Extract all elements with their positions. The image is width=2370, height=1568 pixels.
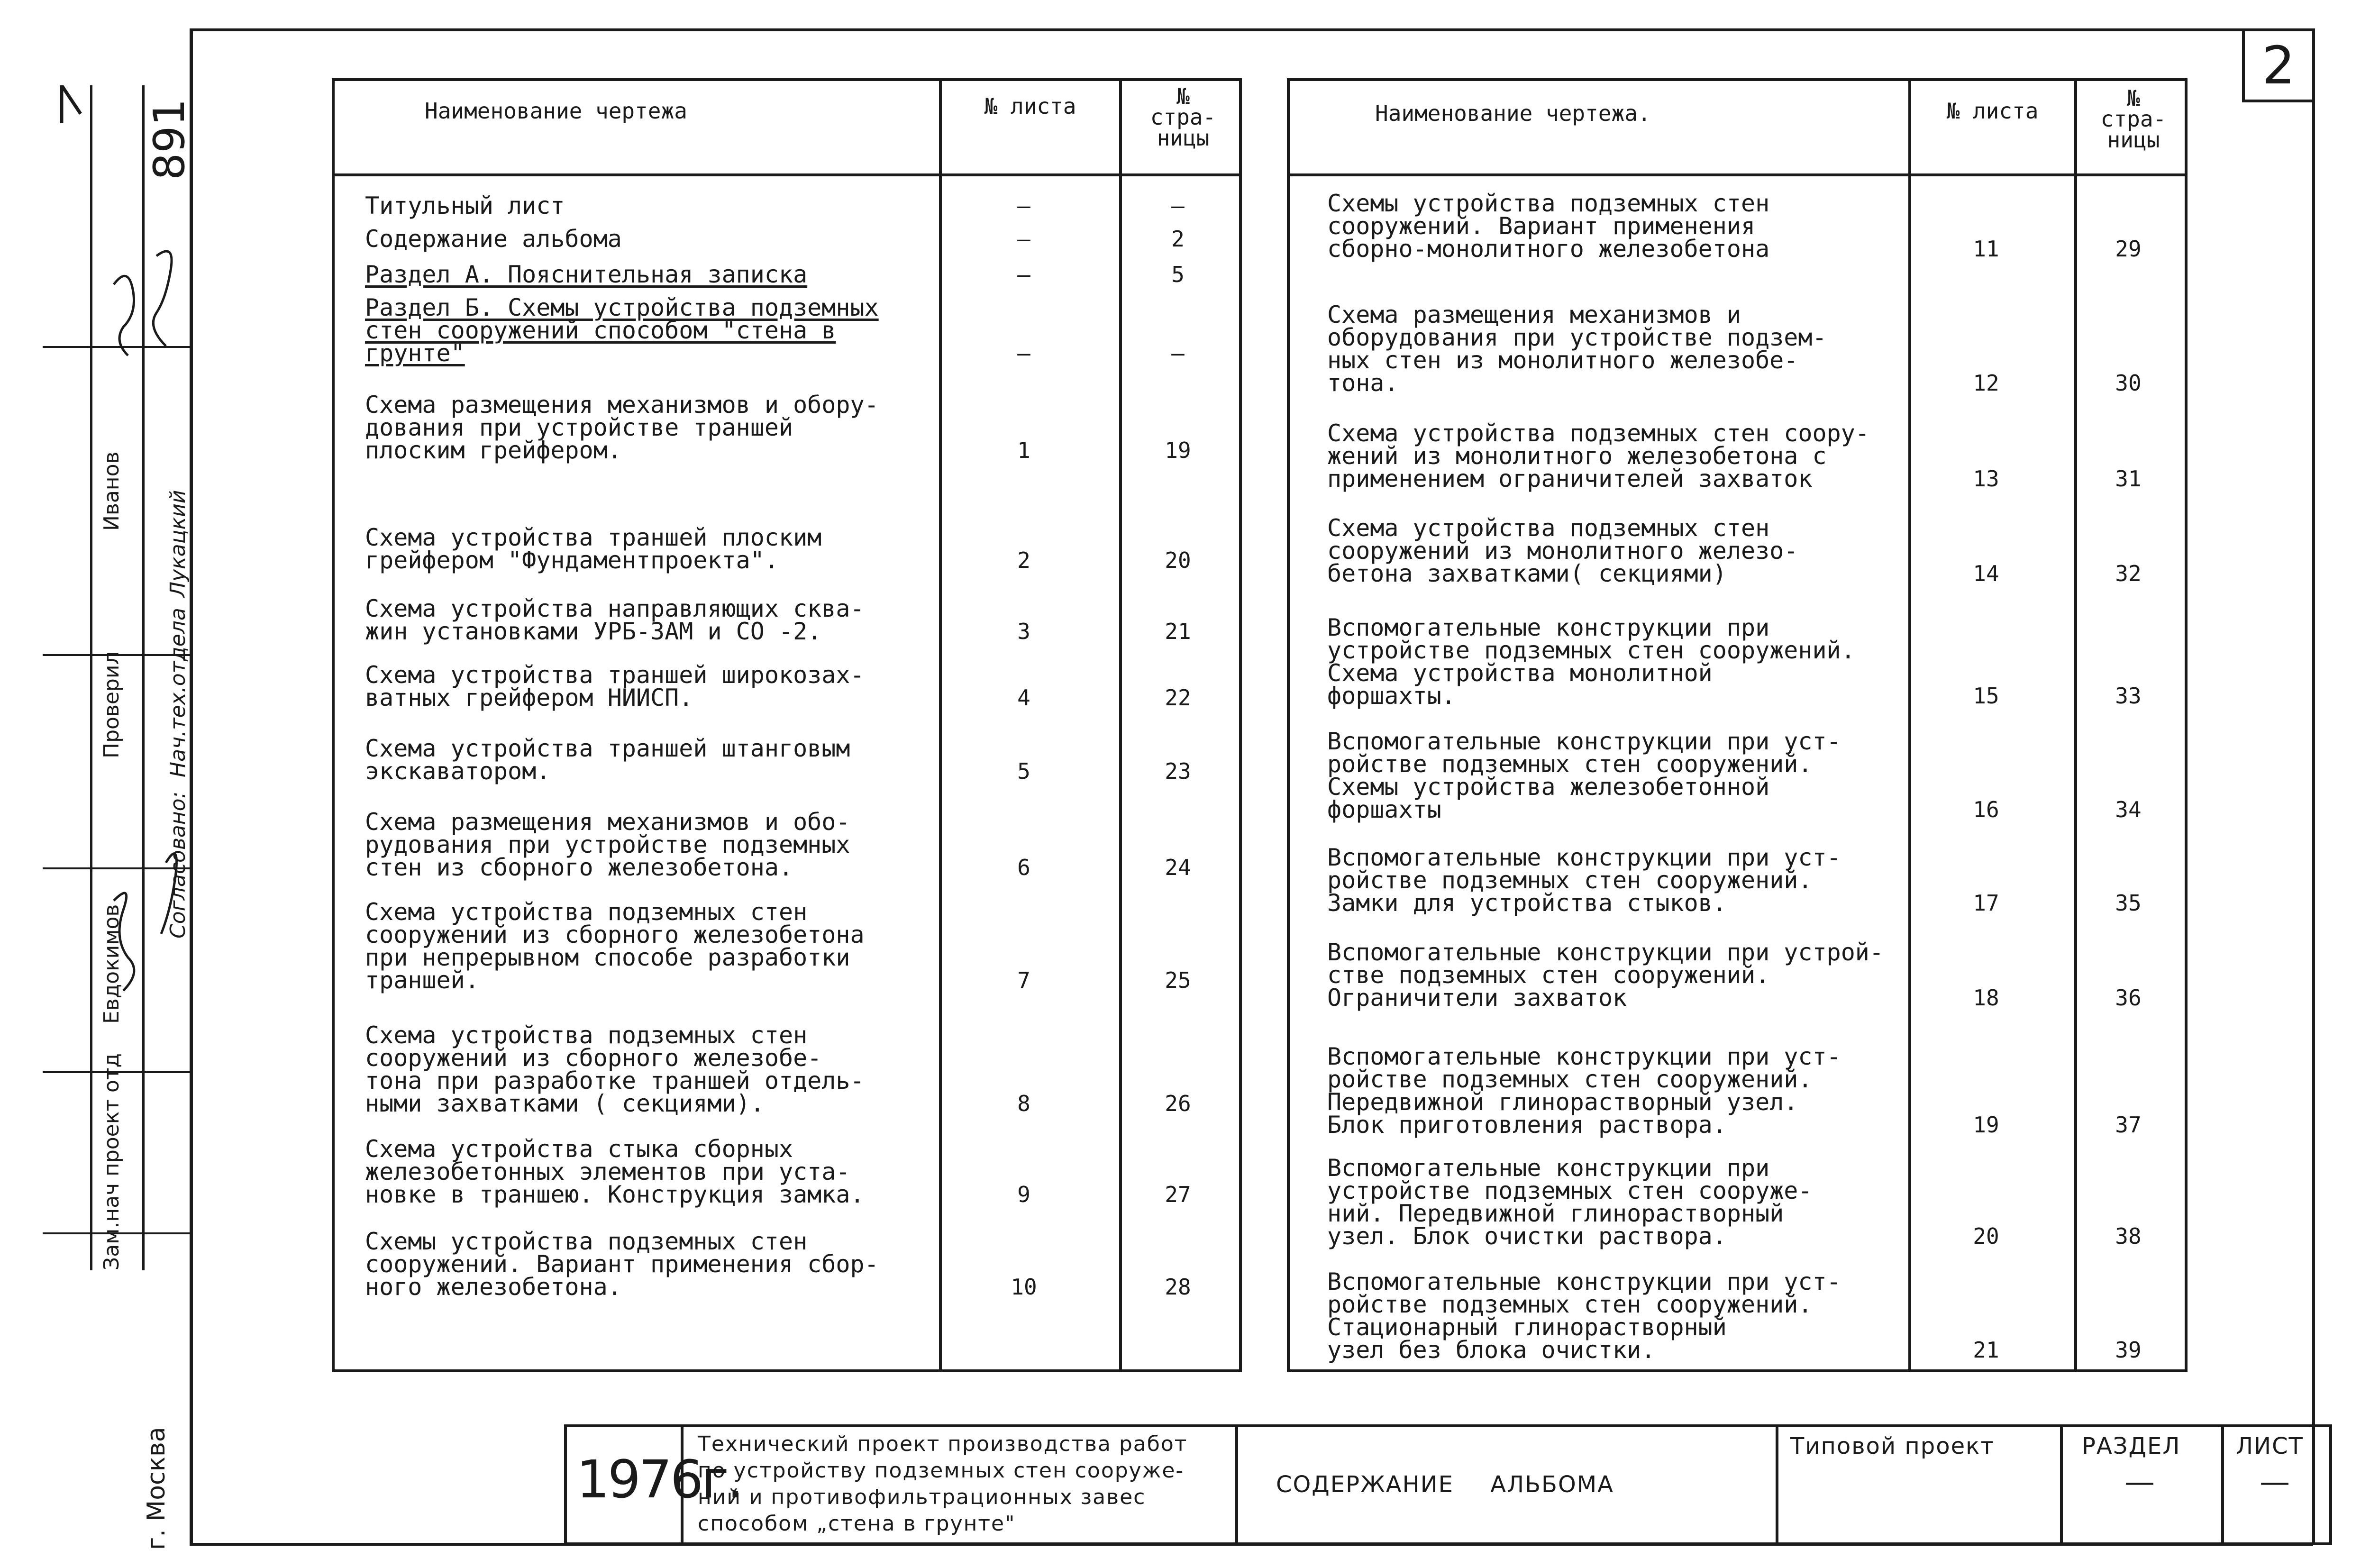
- contents-item-sheet: 14: [1973, 561, 1999, 586]
- contents-item-sheet: 17: [1973, 890, 1999, 916]
- side-stamp-city: г. Москва: [142, 1427, 171, 1550]
- contents-item-sheet: —: [1017, 340, 1030, 366]
- contents-item-title: Схема размещения механизмов и обо- рудования при устройстве подземных стен из сборного железобетона.: [365, 808, 850, 881]
- title-block-cell-typical: [1776, 1427, 2063, 1542]
- contents-item-sheet: 15: [1973, 683, 1999, 709]
- contents-item-sheet: —: [1017, 226, 1030, 252]
- side-stamp-role: Евдокимов: [100, 904, 124, 1024]
- contents-item-page: 26: [1165, 1091, 1191, 1116]
- side-stamp-role: Проверил: [100, 651, 124, 758]
- left-header-sheet: № листа: [984, 93, 1076, 119]
- contents-item-title: Схема устройства направляющих сква- жин установками УРБ-ЗАМ и СО -2.: [365, 595, 865, 645]
- title-block-typical-project: Типовой проект: [1790, 1433, 1995, 1459]
- side-stamp-code: 891: [145, 99, 194, 180]
- contents-item-title: Вспомогательные конструкции при устройстве подземных стен сооружений. Схема устройства монолитной форшахты.: [1327, 614, 1855, 710]
- contents-item-page: 22: [1165, 685, 1191, 711]
- side-stamp-role: Иванов: [100, 451, 124, 531]
- contents-item-page: 39: [2115, 1337, 2142, 1363]
- contents-item-page: 38: [2115, 1223, 2142, 1249]
- title-block-sheet-label: ЛИСТ: [2236, 1433, 2304, 1459]
- contents-item-title: Титульный лист: [365, 192, 565, 219]
- page-number-box: [2242, 31, 2312, 102]
- title-block-cell-content: [1235, 1427, 1778, 1542]
- contents-item-title: Вспомогательные конструкции при уст- ройстве подземных стен сооружений. Стационарный глинорастворный узел без блока очистки.: [1327, 1268, 1841, 1364]
- contents-item-page: 2: [1171, 226, 1185, 252]
- title-block-project-title: Технический проект производства работ по устройству подземных стен сооруже- ний и противофильтрационных завес способом „стена в грунте": [698, 1432, 1188, 1536]
- contents-item-page: 34: [2115, 797, 2142, 822]
- contents-item-sheet: 21: [1973, 1337, 1999, 1363]
- title-block-sheet-value: —: [2260, 1465, 2291, 1500]
- contents-item-sheet: 20: [1973, 1223, 1999, 1249]
- contents-item-sheet: 6: [1017, 855, 1030, 880]
- contents-item-page: 35: [2115, 890, 2142, 916]
- contents-item-page: 29: [2115, 236, 2142, 262]
- side-stamp-approved: Нач.тех.отдела: [166, 608, 190, 777]
- contents-item-title: Вспомогательные конструкции при устройстве подземных стен сооруже- ний. Передвижной глинорастворный узел. Блок очистки раствора.: [1327, 1154, 1813, 1250]
- contents-item-sheet: —: [1017, 193, 1030, 219]
- contents-item-title: Схема устройства подземных стен сооружений из сборного железобе- тона при разработке траншей отдель- ными захватками ( секциями).: [365, 1021, 865, 1117]
- contents-item-page: 27: [1165, 1182, 1191, 1207]
- contents-item-title: Схема устройства стыка сборных железобетонных элементов при уста- новке в траншею. Конструкция замка.: [365, 1135, 865, 1208]
- contents-item-title: Схема устройства траншей штанговым экскаватором.: [365, 735, 850, 785]
- title-block-cell-sheet: [2221, 1427, 2333, 1542]
- signature-marks: [43, 85, 194, 1327]
- contents-item-page: 24: [1165, 855, 1191, 880]
- page-number: 2: [2262, 35, 2295, 96]
- contents-item-sheet: 3: [1017, 619, 1030, 644]
- contents-item-sheet: 8: [1017, 1091, 1030, 1116]
- contents-item-title: Схема устройства траншей плоским грейфером "Фундаментпроекта".: [365, 524, 822, 574]
- contents-item-title: Схемы устройства подземных стен сооружений. Вариант применения сбор- ного железобетона.: [365, 1228, 879, 1301]
- contents-item-page: —: [1171, 193, 1185, 219]
- contents-item-title: Схема размещения механизмов и обору- дования при устройстве траншей плоским грейфером.: [365, 391, 879, 464]
- contents-item-page: —: [1171, 340, 1185, 366]
- left-header-name: Наименование чертежа: [425, 98, 687, 124]
- contents-item-page: 28: [1165, 1274, 1191, 1300]
- right-header-page: № стра- ницы: [2100, 85, 2167, 153]
- contents-item-page: 20: [1165, 547, 1191, 573]
- contents-item-sheet: 5: [1017, 758, 1030, 784]
- side-stamp-approved: Лукацкий: [166, 490, 190, 597]
- contents-item-page: 32: [2115, 561, 2142, 586]
- frame-right-line: [2312, 28, 2315, 1545]
- title-block-section-value: —: [2124, 1465, 2156, 1500]
- title-block-cell-year: [567, 1427, 742, 1542]
- contents-item-sheet: 13: [1973, 466, 1999, 492]
- contents-item-sheet: 19: [1973, 1112, 1999, 1138]
- frame-top-line: [190, 28, 2313, 31]
- right-col-sep-2: [2074, 81, 2077, 1369]
- contents-item-title: Раздел А. Пояснительная записка: [365, 261, 808, 288]
- contents-item-sheet: 10: [1011, 1274, 1037, 1300]
- contents-item-page: 30: [2115, 370, 2142, 396]
- contents-item-page: 19: [1165, 438, 1191, 463]
- contents-item-title: Схема размещения механизмов и оборудования при устройстве подзем- ных стен из монолитного железобе- тона.: [1327, 301, 1827, 397]
- contents-item-title: Вспомогательные конструкции при устрой- стве подземных стен сооружений. Ограничители захваток: [1327, 939, 1884, 1012]
- contents-item-page: 5: [1171, 262, 1185, 287]
- right-header-name: Наименование чертежа.: [1375, 100, 1651, 126]
- contents-item-sheet: 16: [1973, 797, 1999, 822]
- contents-item-title: Схема устройства подземных стен сооружений из сборного железобетона при непрерывном способе разработки траншей.: [365, 898, 865, 994]
- contents-item-sheet: 1: [1017, 438, 1030, 463]
- side-stamp: [43, 85, 194, 1550]
- right-col-sep-1: [1908, 81, 1911, 1369]
- contents-item-title: Вспомогательные конструкции при уст- ройстве подземных стен сооружений. Схемы устройства железобетонной форшахты: [1327, 728, 1841, 823]
- contents-item-page: 25: [1165, 967, 1191, 993]
- left-header-page: № стра- ницы: [1150, 83, 1216, 151]
- side-stamp-role: Зам.нач проект отд: [100, 1053, 124, 1270]
- contents-item-page: 37: [2115, 1112, 2142, 1138]
- title-block-cell-project: [681, 1427, 1238, 1542]
- contents-item-sheet: 11: [1973, 236, 1999, 262]
- title-block-cell-section: [2060, 1427, 2224, 1542]
- title-block-year: 1976г.: [576, 1449, 742, 1510]
- contents-item-page: 36: [2115, 985, 2142, 1011]
- contents-item-title: Схема устройства подземных стен сооружений из монолитного железо- бетона захватками( секциями): [1327, 514, 1798, 587]
- title-block-content-label: СОДЕРЖАНИЕ АЛЬБОМА: [1276, 1471, 1614, 1498]
- contents-item-page: 31: [2115, 466, 2142, 492]
- right-header-sheet: № листа: [1946, 98, 2039, 124]
- contents-item-title: Раздел Б. Схемы устройства подземных стен сооружений способом "стена в грунте": [365, 294, 879, 367]
- contents-item-sheet: 2: [1017, 547, 1030, 573]
- contents-item-title: Схема устройства траншей широкозах- ватных грейфером НИИСП.: [365, 661, 865, 711]
- contents-item-sheet: 9: [1017, 1182, 1030, 1207]
- contents-item-page: 21: [1165, 619, 1191, 644]
- contents-item-sheet: 12: [1973, 370, 1999, 396]
- contents-item-sheet: 4: [1017, 685, 1030, 711]
- contents-item-title: Вспомогательные конструкции при уст- ройстве подземных стен сооружений. Замки для устройства стыков.: [1327, 844, 1841, 917]
- contents-item-title: Схема устройства подземных стен соору- жений из монолитного железобетона с применением ограничителей захваток: [1327, 419, 1869, 492]
- contents-item-page: 23: [1165, 758, 1191, 784]
- right-table-header: [1290, 81, 2185, 176]
- title-block-section-label: РАЗДЕЛ: [2082, 1433, 2181, 1459]
- side-stamp-approved: Согласовано:: [166, 791, 190, 939]
- contents-item-page: 33: [2115, 683, 2142, 709]
- title-block: [564, 1424, 2332, 1545]
- contents-item-title: Схемы устройства подземных стен сооружений. Вариант применения сборно-монолитного железобетона: [1327, 190, 1770, 263]
- contents-item-title: Вспомогательные конструкции при уст- ройстве подземных стен сооружений. Передвижной глинорастворный узел. Блок приготовления раствора.: [1327, 1043, 1841, 1139]
- contents-item-title: Содержание альбома: [365, 225, 622, 253]
- contents-item-sheet: —: [1017, 262, 1030, 287]
- contents-item-sheet: 7: [1017, 967, 1030, 993]
- contents-item-sheet: 18: [1973, 985, 1999, 1011]
